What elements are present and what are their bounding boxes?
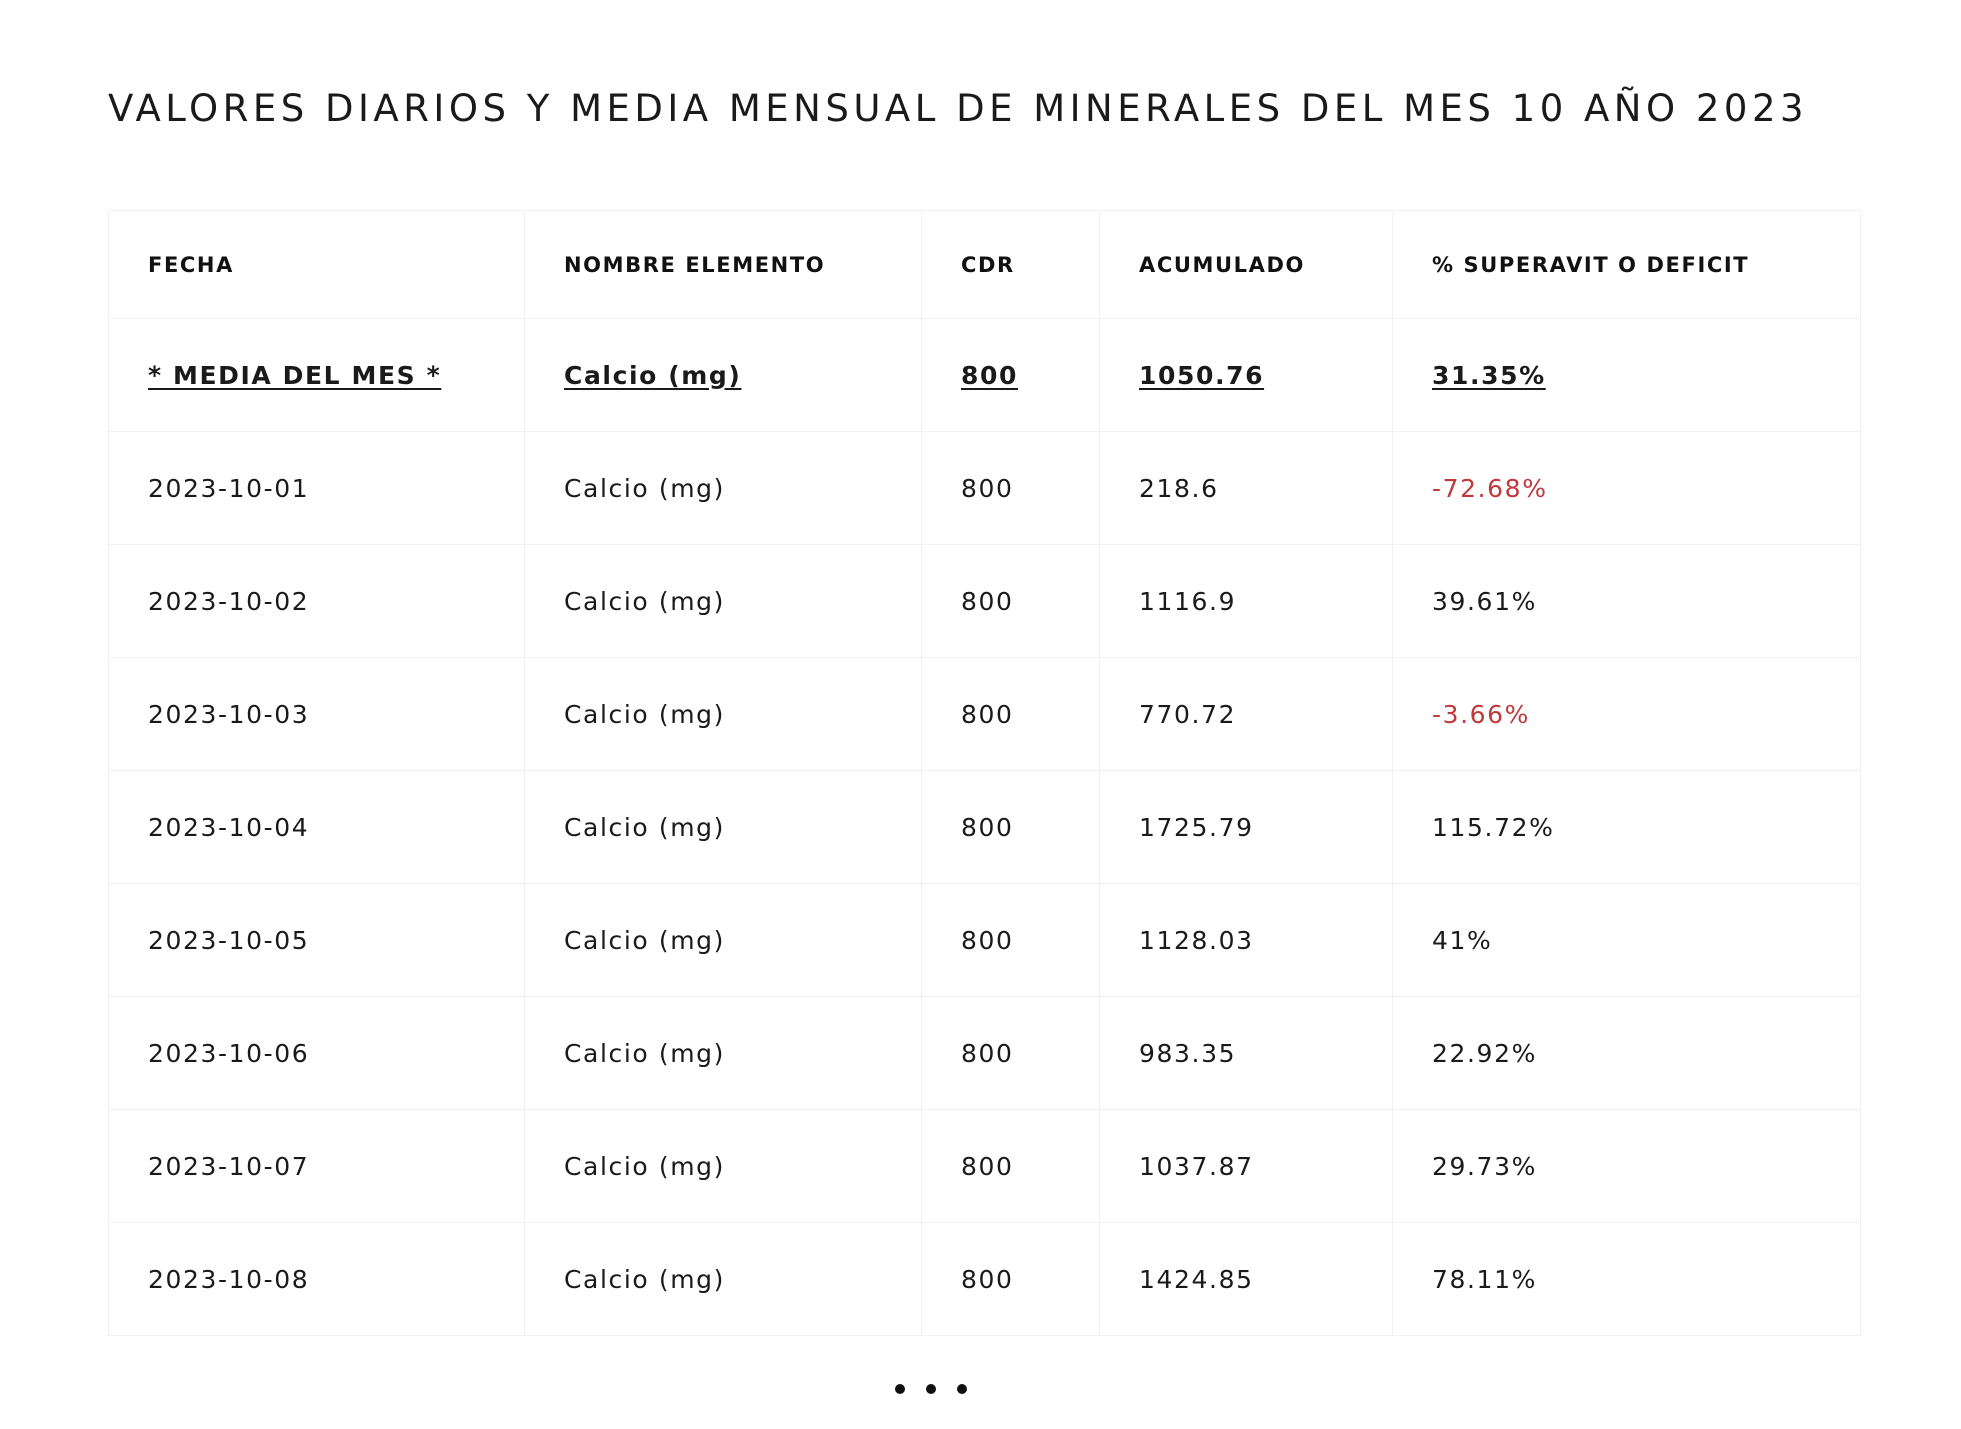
cell-elemento: Calcio (mg) (525, 1223, 922, 1336)
cell-cdr: 800 (922, 771, 1100, 884)
header-superavit-deficit: % SUPERAVIT O DEFICIT (1393, 211, 1861, 319)
cell-acumulado: 1725.79 (1100, 771, 1393, 884)
cell-elemento: Calcio (mg) (525, 1110, 922, 1223)
cell-cdr: 800 (922, 884, 1100, 997)
cell-porcentaje: 29.73% (1393, 1110, 1861, 1223)
cell-cdr: 800 (922, 545, 1100, 658)
dot (895, 1384, 905, 1394)
ellipsis-icon (895, 1384, 967, 1394)
page-title: VALORES DIARIOS Y MEDIA MENSUAL DE MINERALES DEL MES 10 AÑO 2023 (108, 87, 1809, 130)
minerals-table (108, 210, 1861, 1336)
cell-elemento: Calcio (mg) (525, 658, 922, 771)
header-cdr: CDR (922, 211, 1100, 319)
cell-fecha: 2023-10-08 (109, 1223, 525, 1336)
table-row (109, 771, 1861, 884)
table-row (109, 884, 1861, 997)
cell-porcentaje: 115.72% (1393, 771, 1861, 884)
cell-elemento: Calcio (mg) (525, 432, 922, 545)
table-row (109, 545, 1861, 658)
cell-acumulado: 983.35 (1100, 997, 1393, 1110)
table-row (109, 658, 1861, 771)
cell-porcentaje: 39.61% (1393, 545, 1861, 658)
cell-fecha: 2023-10-04 (109, 771, 525, 884)
cell-porcentaje: -3.66% (1393, 658, 1861, 771)
table-row (109, 1223, 1861, 1336)
header-nombre-elemento: NOMBRE ELEMENTO (525, 211, 922, 319)
dot (926, 1384, 936, 1394)
cell-fecha: 2023-10-07 (109, 1110, 525, 1223)
cell-elemento: Calcio (mg) (525, 545, 922, 658)
cell-elemento: Calcio (mg) (525, 771, 922, 884)
cell-cdr: 800 (922, 1223, 1100, 1336)
summary-acumulado[interactable]: 1050.76 (1100, 319, 1393, 432)
cell-acumulado: 1116.9 (1100, 545, 1393, 658)
table-row (109, 432, 1861, 545)
cell-fecha: 2023-10-05 (109, 884, 525, 997)
cell-cdr: 800 (922, 997, 1100, 1110)
cell-acumulado: 218.6 (1100, 432, 1393, 545)
cell-porcentaje: 78.11% (1393, 1223, 1861, 1336)
table-row (109, 1110, 1861, 1223)
cell-acumulado: 1128.03 (1100, 884, 1393, 997)
header-acumulado: ACUMULADO (1100, 211, 1393, 319)
header-fecha: FECHA (109, 211, 525, 319)
cell-acumulado: 770.72 (1100, 658, 1393, 771)
cell-fecha: 2023-10-06 (109, 997, 525, 1110)
cell-cdr: 800 (922, 658, 1100, 771)
table-row (109, 997, 1861, 1110)
summary-fecha[interactable]: * MEDIA DEL MES * (109, 319, 525, 432)
cell-elemento: Calcio (mg) (525, 997, 922, 1110)
cell-acumulado: 1424.85 (1100, 1223, 1393, 1336)
summary-elemento[interactable]: Calcio (mg) (525, 319, 922, 432)
cell-cdr: 800 (922, 1110, 1100, 1223)
cell-fecha: 2023-10-03 (109, 658, 525, 771)
table-header-row (109, 211, 1861, 319)
cell-porcentaje: -72.68% (1393, 432, 1861, 545)
cell-cdr: 800 (922, 432, 1100, 545)
cell-porcentaje: 41% (1393, 884, 1861, 997)
cell-fecha: 2023-10-02 (109, 545, 525, 658)
cell-fecha: 2023-10-01 (109, 432, 525, 545)
cell-acumulado: 1037.87 (1100, 1110, 1393, 1223)
dot (957, 1384, 967, 1394)
cell-porcentaje: 22.92% (1393, 997, 1861, 1110)
summary-cdr[interactable]: 800 (922, 319, 1100, 432)
cell-elemento: Calcio (mg) (525, 884, 922, 997)
summary-porcentaje[interactable]: 31.35% (1393, 319, 1861, 432)
summary-row[interactable] (109, 319, 1861, 432)
